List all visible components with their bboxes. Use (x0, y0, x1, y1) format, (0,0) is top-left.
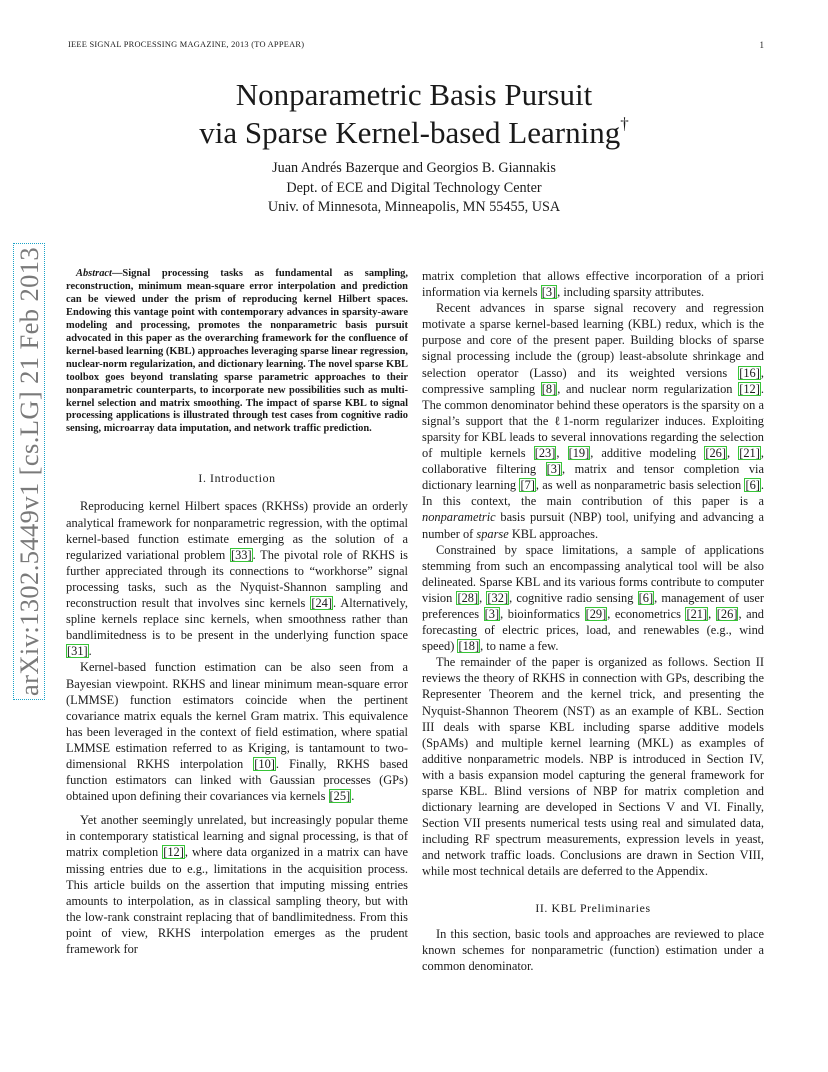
right-paragraph-1 (422, 300, 764, 541)
intro-paragraph-3 (66, 812, 408, 957)
text-span: Constrained by space limitations, a sample of applications stemming from such an encompassing analytical tool will be also delineated. Sparse KBL and its various forms contribute to computer vision (422, 542, 764, 605)
citation-link[interactable]: [29] (585, 606, 607, 621)
left-column (66, 268, 408, 957)
arxiv-stamp (10, 240, 48, 700)
author-block (0, 159, 828, 218)
citation-link[interactable]: [24] (311, 596, 332, 611)
citation-link[interactable]: [26] (716, 606, 738, 621)
citation-link[interactable]: [19] (568, 446, 590, 461)
text-span: KBL approaches. (508, 526, 599, 541)
text-span: , cognitive radio sensing (509, 590, 638, 605)
right-paragraph-2 (422, 542, 764, 655)
text-span: , (727, 446, 739, 461)
text-span: . (351, 789, 355, 804)
text-span: , as well as nonparametric basis selection (535, 478, 745, 493)
citation-link[interactable]: [10] (254, 756, 275, 771)
text-span: . Alternatively, spline kernels replace sinc kernels, when smoothness rather than bandlimitedness is to be present in the underlying function space (66, 596, 408, 643)
text-span: , management of user preferences (422, 590, 764, 621)
citation-link[interactable]: [31] (67, 644, 88, 659)
text-span: . (88, 644, 92, 659)
text-span: , (556, 446, 568, 461)
citation-link[interactable]: [12] (163, 845, 184, 860)
right-paragraph-continuation (422, 268, 764, 300)
text-span: . The pivotal role of RKHS is further appreciated through its connections to “workhorse” signal processing tasks, such as the Nyquist-Shannon sampling and reconstruction result that involves sinc kernels (66, 547, 408, 611)
text-span: . The common denominator behind these operators is the sparsity on a signal’s support that the ℓ1-norm regularizer induces. Exploiting sparsity for KBL leads to several innovations regarding the selection of multiple kernels (422, 381, 764, 461)
citation-link[interactable]: [33] (230, 547, 252, 562)
text-span: Yet another seemingly unrelated, but increasingly popular theme in contemporary statistical learning and signal processing, is that of matrix completion (66, 813, 408, 860)
author-affiliation-dept: Dept. of ECE and Digital Technology Center (286, 179, 542, 196)
text-span: , and forecasting of electric prices, load, and renewables (e.g., wind speed) (422, 606, 764, 654)
text-span: , and nuclear norm regularization (557, 381, 739, 396)
citation-link[interactable]: [3] (546, 462, 562, 477)
emphasis: nonparametric (422, 510, 496, 525)
text-span: , matrix and tensor completion via dictionary learning (422, 462, 764, 493)
intro-paragraph-1 (66, 498, 408, 659)
text-span: , additive modeling (590, 446, 705, 461)
citation-link[interactable]: [7] (520, 478, 535, 493)
citation-link[interactable]: [3] (484, 606, 500, 621)
arxiv-identifier-link[interactable]: arXiv:1302.5449v1 [cs.LG] 21 Feb 2013 (13, 243, 45, 700)
text-span: basis pursuit (NBP) tool, unifying and advancing a number of (422, 510, 764, 541)
citation-link[interactable]: [3] (541, 285, 557, 300)
citation-link[interactable]: [6] (745, 478, 760, 493)
text-span: , bioinformatics (500, 606, 585, 621)
right-paragraph-3: The remainder of the paper is organized as follows. Section II reviews the theory of RKHS in connection with GPs, describing the Representer Theorem and the kernel trick, and presenting the Nyquist-Shannon Theorem (NST) as an example of KBL. Section III deals with sparse KBL including sparse additive models (SpAMs) and multiple kernel learning (MKL) as examples of additive nonparametric models. NBP is introduced in Section IV, with a basis expansion model capturing the general framework for sparse KBL. Blind versions of NBP for matrix completion and dictionary learning are developed in Sections V and VI. Finally, Section VII presents numerical tests using real and simulated data, including RF spectrum measurements, expression levels in yeast, and network traffic loads. Conclusions are drawn in Section VIII, while most technical details are deferred to the Appendix. (422, 655, 764, 879)
citation-link[interactable]: [28] (457, 590, 479, 605)
right-column (422, 268, 764, 974)
text-span: , where data organized in a matrix can have missing entries due to e.g., limitations in the acquisition process. This article builds on the assertion that imputing missing entries amounts to interpolation, as in classical sampling theory, but with the low-rank constraint replacing that of bandlimitedness. From this point of view, RKHS interpolation emerges as the prudent framework for (66, 845, 408, 957)
title-line-2 (0, 114, 828, 152)
citation-link[interactable]: [21] (739, 446, 760, 461)
text-span: , (479, 590, 487, 605)
text-span: Recent advances in sparse signal recovery and regression motivate a sparse kernel-based learning (KBL) redux, which is the purpose and core of the present paper. Building blocks of sparse signal processing include the (group) least-absolute shrinkage and selection operator (Lasso) and its weighted versions (422, 301, 764, 380)
text-span: matrix completion that allows effective incorporation of a priori information via kernels (422, 269, 764, 300)
citation-link[interactable]: [23] (534, 446, 556, 461)
text-span: , collaborative filtering (422, 446, 764, 477)
running-header: IEEE SIGNAL PROCESSING MAGAZINE, 2013 (TO APPEAR) (68, 40, 305, 49)
citation-link[interactable]: [32] (487, 590, 509, 605)
citation-link[interactable]: [8] (541, 381, 557, 396)
page-number: 1 (759, 40, 764, 50)
text-span: . Finally, RKHS based function estimators can linked with Gaussian processes (GPs) obtained upon defining their covariances via kernels (66, 756, 409, 804)
text-span: , (708, 606, 716, 621)
citation-link[interactable]: [16] (739, 365, 760, 380)
citation-link[interactable]: [26] (705, 446, 727, 461)
citation-link[interactable]: [12] (739, 381, 760, 396)
text-span: Reproducing kernel Hilbert spaces (RKHSs) provide an orderly analytical framework for nonparametric regression, with the optimal kernel-based function estimate emerging as the solution of a regularized variational problem (66, 499, 408, 562)
section-heading-introduction: I. Introduction (198, 471, 276, 486)
section-heading-kbl-preliminaries: II. KBL Preliminaries (535, 900, 651, 915)
title-line-2-text: via Sparse Kernel-based Learning (199, 115, 621, 150)
abstract-label: Abstract (76, 268, 112, 279)
kbl-paragraph-1: In this section, basic tools and approaches are reviewed to place known schemes for nonparametric (function) estimation under a common denominator. (422, 926, 764, 973)
text-span: Kernel-based function estimation can be also seen from a Bayesian viewpoint. RKHS and linear minimum mean-square error (LMMSE) function estimators coincide when the pertinent covariance matrix equals the kernel Gram matrix. This equivalence has been leveraged in the context of field estimation, where spatial LMMSE estimation referred to as Kriging, is tantamount to two-dimensional RKHS interpolation (66, 660, 408, 771)
text-span: . In this context, the main contribution of this paper is a (422, 478, 764, 509)
abstract-text: —Signal processing tasks as fundamental as sampling, reconstruction, minimum mean-square error interpolation and prediction can be viewed under the prism of reproducing kernel Hilbert spaces. Endowing this vantage point with contemporary advances in sparsity-aware modeling and processing, promotes the nonparametric basis pursuit advocated in this paper as the overarching framework for the confluence of kernel-based learning (KBL) approaches leveraging sparse linear regression, nuclear-norm regularization, and dictionary learning. The novel sparse KBL toolbox goes beyond translating sparse parametric approaches to their nonparametric counterparts, to incorporate new possibilities such as multi-kernel selection and matrix smoothing. The impact of sparse KBL to signal processing applications is illustrated through test cases from cognitive radio sensing, microarray data imputation, and network traffic prediction. (66, 268, 408, 435)
emphasis: sparse (476, 526, 509, 541)
text-span: , econometrics (607, 606, 686, 621)
text-span: , compressive sampling (422, 365, 764, 396)
author-affiliation-univ: Univ. of Minnesota, Minneapolis, MN 55455, USA (267, 199, 561, 215)
citation-link[interactable]: [25] (329, 789, 351, 804)
title-line-1: Nonparametric Basis Pursuit (235, 77, 593, 112)
text-span: , to name a few. (480, 639, 559, 654)
paper-title (0, 76, 828, 152)
citation-link[interactable]: [21] (686, 606, 708, 621)
text-span: , including sparsity attributes. (557, 285, 705, 300)
citation-link[interactable]: [18] (458, 639, 480, 654)
dagger-footnote-mark[interactable]: † (620, 114, 629, 133)
author-names: Juan Andrés Bazerque and Georgios B. Giannakis (272, 160, 556, 176)
citation-link[interactable]: [6] (638, 590, 654, 605)
intro-paragraph-2 (66, 659, 408, 804)
abstract (66, 268, 408, 436)
